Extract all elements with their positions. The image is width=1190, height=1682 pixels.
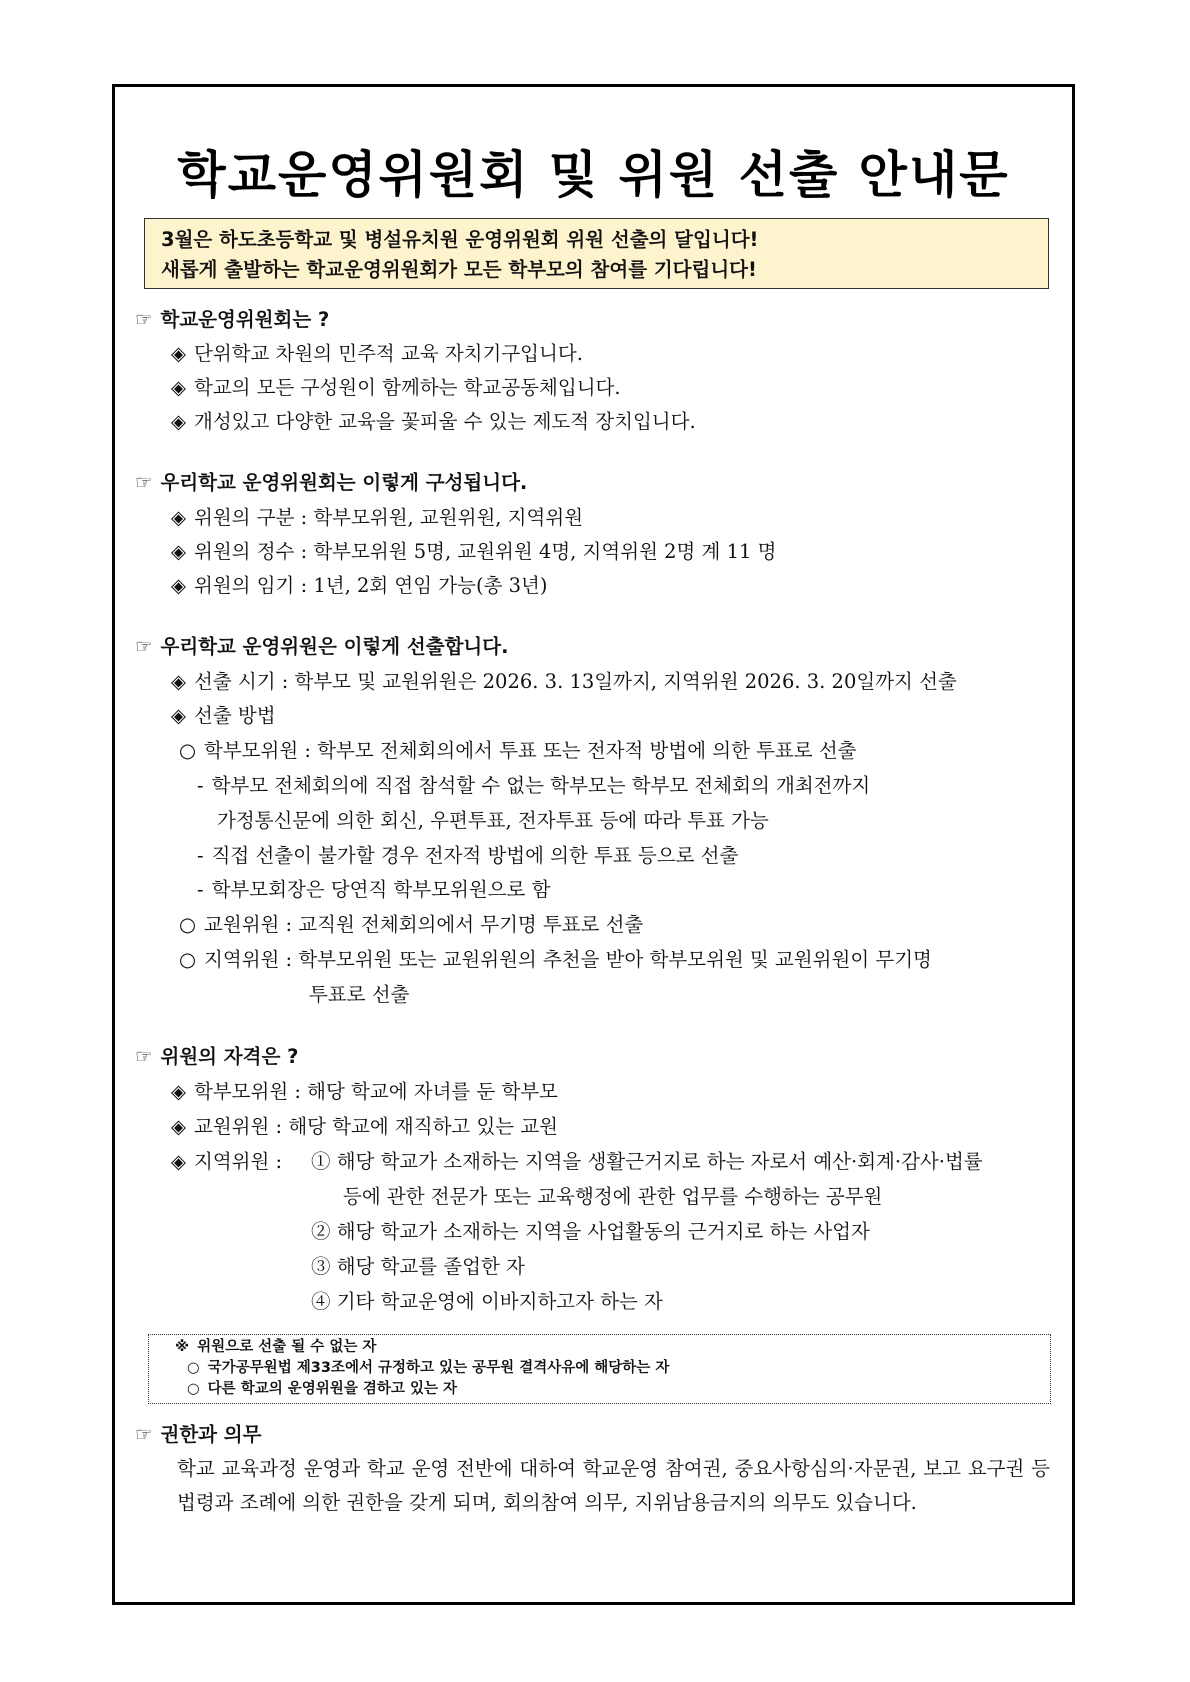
- diamond-bullet-icon: ◈: [171, 1115, 186, 1138]
- notice-frame: [112, 84, 1075, 1605]
- intro-box: [144, 218, 1049, 289]
- reference-mark-icon: ※: [175, 1339, 190, 1355]
- diamond-bullet-icon: ◈: [171, 1150, 186, 1173]
- section-2-item: ◈ 위원의 임기 : 1년, 2회 연임 가능(총 3년): [171, 574, 548, 597]
- diamond-bullet-icon: ◈: [171, 670, 186, 693]
- section-2-item: ◈ 위원의 정수 : 학부모위원 5명, 교원위원 4명, 지역위원 2명 계 11 명: [171, 540, 777, 563]
- diamond-bullet-icon: ◈: [171, 540, 186, 563]
- community-qualification-3: ③ 해당 학교를 졸업한 자: [311, 1255, 525, 1278]
- diamond-bullet-icon: ◈: [171, 574, 186, 597]
- parent-method-detail: - 직접 선출이 불가할 경우 전자적 방법에 의한 투표 등으로 선출: [197, 844, 739, 867]
- diamond-bullet-icon: ◈: [171, 506, 186, 529]
- section-1-item: ◈ 단위학교 차원의 민주적 교육 자치기구입니다.: [171, 342, 583, 365]
- ineligible-note-box: [148, 1334, 1051, 1404]
- intro-line-1: 3월은 하도초등학교 및 병설유치원 운영위원회 위원 선출의 달입니다!: [161, 228, 759, 251]
- note-item: ○ 다른 학교의 운영위원을 겸하고 있는 자: [175, 1379, 1024, 1400]
- section-1-heading: ☞ 학교운영위원회는 ?: [135, 308, 330, 331]
- circle-bullet-icon: ○: [179, 913, 197, 936]
- pointer-icon: ☞: [135, 1045, 153, 1068]
- circle-bullet-icon: ○: [187, 1360, 200, 1376]
- diamond-bullet-icon: ◈: [171, 376, 186, 399]
- community-qualification-4: ④ 기타 학교운영에 이바지하고자 하는 자: [311, 1290, 663, 1313]
- section-4-heading: ☞ 위원의 자격은 ?: [135, 1045, 299, 1068]
- parent-qualification: ◈ 학부모위원 : 해당 학교에 자녀를 둔 학부모: [171, 1080, 558, 1103]
- note-item: ○ 국가공무원법 제33조에서 규정하고 있는 공무원 결격사유에 해당하는 자: [175, 1358, 1024, 1379]
- circle-bullet-icon: ○: [179, 948, 197, 971]
- pointer-icon: ☞: [135, 471, 153, 494]
- community-member-method: ○ 지역위원 : 학부모위원 또는 교원위원의 추천을 받아 학부모위원 및 교원위원이 무기명: [179, 948, 932, 971]
- community-member-method-cont: 투표로 선출: [309, 983, 410, 1006]
- pointer-icon: ☞: [135, 1423, 153, 1446]
- dash-bullet-icon: -: [197, 844, 204, 867]
- community-qualification-label: ◈ 지역위원 :: [171, 1150, 283, 1173]
- section-2-item: ◈ 위원의 구분 : 학부모위원, 교원위원, 지역위원: [171, 506, 584, 529]
- pointer-icon: ☞: [135, 308, 153, 331]
- dash-bullet-icon: -: [197, 774, 204, 797]
- note-heading: ※ 위원으로 선출 될 수 없는 자: [175, 1337, 1024, 1358]
- rights-duties-text: 학교 교육과정 운영과 학교 운영 전반에 대하여 학교운영 참여권, 중요사항심의·자문권, 보고 요구권 등 법령과 조례에 의한 권한을 갖게 되며, 회의참여 의무, 지위남용금지의 의무도 있습니다.: [177, 1457, 1050, 1514]
- community-qualification-1-cont: 등에 관한 전문가 또는 교육행정에 관한 업무를 수행하는 공무원: [343, 1185, 883, 1208]
- diamond-bullet-icon: ◈: [171, 342, 186, 365]
- section-1-item: ◈ 학교의 모든 구성원이 함께하는 학교공동체입니다.: [171, 376, 621, 399]
- parent-method-detail: - 학부모 전체회의에 직접 참석할 수 없는 학부모는 학부모 전체회의 개최전까지: [197, 774, 871, 797]
- parent-method-detail: - 학부모회장은 당연직 학부모위원으로 함: [197, 878, 551, 901]
- community-qualification-2: ② 해당 학교가 소재하는 지역을 사업활동의 근거지로 하는 사업자: [311, 1220, 870, 1243]
- circle-bullet-icon: ○: [187, 1381, 200, 1397]
- diamond-bullet-icon: ◈: [171, 704, 186, 727]
- circle-bullet-icon: ○: [179, 739, 197, 762]
- dash-bullet-icon: -: [197, 878, 204, 901]
- diamond-bullet-icon: ◈: [171, 410, 186, 433]
- section-2-heading: ☞ 우리학교 운영위원회는 이렇게 구성됩니다.: [135, 471, 528, 494]
- parent-method-detail-cont: 가정통신문에 의한 회신, 우편투표, 전자투표 등에 따라 투표 가능: [217, 809, 769, 832]
- teacher-qualification: ◈ 교원위원 : 해당 학교에 재직하고 있는 교원: [171, 1115, 558, 1138]
- section-5-heading: ☞ 권한과 의무: [135, 1423, 262, 1446]
- intro-line-2: 새롭게 출발하는 학교운영위원회가 모든 학부모의 참여를 기다립니다!: [161, 258, 757, 281]
- community-qualification-1: ① 해당 학교가 소재하는 지역을 생활근거지로 하는 자로서 예산·회계·감사·법률: [311, 1150, 983, 1173]
- page-title: 학교운영위원회 및 위원 선출 안내문: [177, 146, 1010, 204]
- teacher-member-method: ○ 교원위원 : 교직원 전체회의에서 무기명 투표로 선출: [179, 913, 644, 936]
- selection-method: ◈ 선출 방법: [171, 704, 276, 727]
- section-1-item: ◈ 개성있고 다양한 교육을 꽃피울 수 있는 제도적 장치입니다.: [171, 410, 696, 433]
- selection-timing: ◈ 선출 시기 : 학부모 및 교원위원은 2026. 3. 13일까지, 지역위원 2026. 3. 20일까지 선출: [171, 670, 957, 693]
- section-3-heading: ☞ 우리학교 운영위원은 이렇게 선출합니다.: [135, 635, 509, 658]
- diamond-bullet-icon: ◈: [171, 1080, 186, 1103]
- pointer-icon: ☞: [135, 635, 153, 658]
- parent-member-method: ○ 학부모위원 : 학부모 전체회의에서 투표 또는 전자적 방법에 의한 투표로 선출: [179, 739, 857, 762]
